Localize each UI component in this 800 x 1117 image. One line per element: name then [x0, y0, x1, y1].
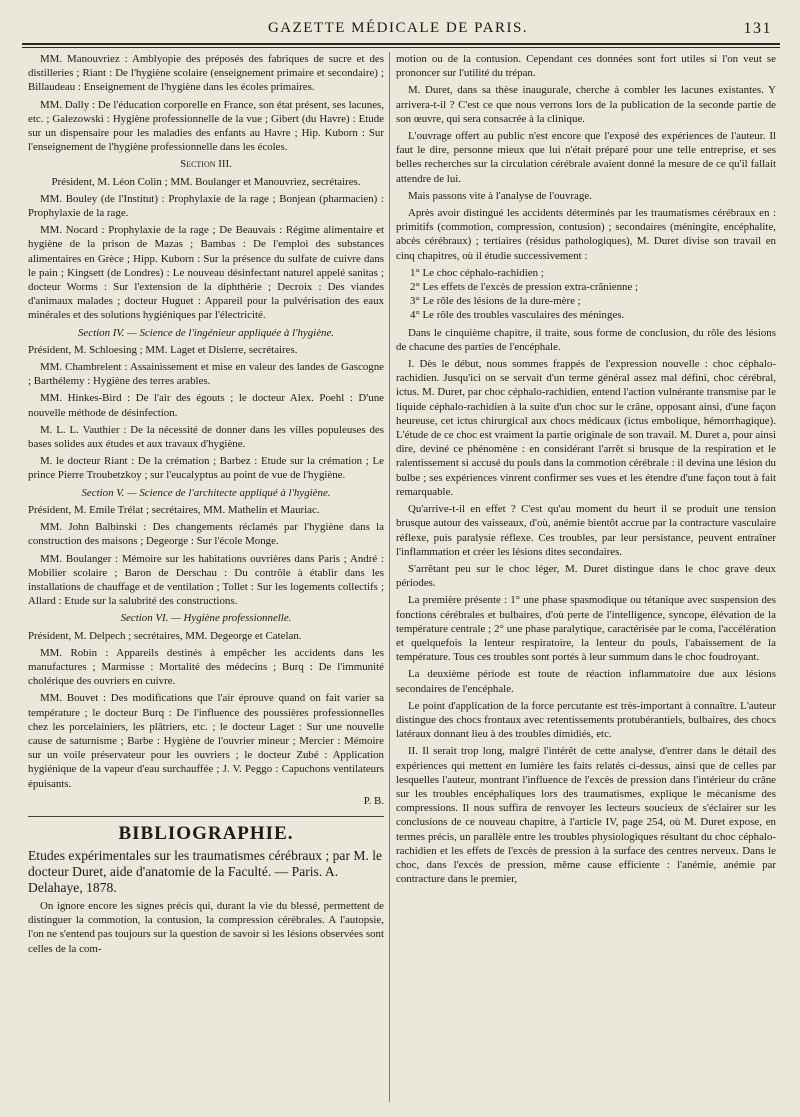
paragraph: MM. Chambrelent : Assainissement et mise en valeur des landes de Gascogne ; Barthélemy : Hygiène des terres arables.	[28, 361, 384, 388]
paragraph: II. Il serait trop long, malgré l'intérêt de cette analyse, d'entrer dans le détail des expériences qui mettent en lumière les faits relatés ci-dessus, ainsi que de celles par lesquelles l'auteur, montrant l'influence de l'excès de pression dans l'intérieur du crâne sur les troubles encéphaliques lors des traumatismes, explique le mécanisme des compressions. Il nous suffira de renvoyer les lecteurs soucieux de s'éclairer sur les conclusions de ce nouveau chapitre, à l'article IV, page 254, où M. Duret expose, en termes précis, un parallèle entre les troubles physiologiques résultant du choc céphalo-rachidien et les effets de l'excès de pression à la surface des centres nerveux. Dans le choc, dans l'excès de pression, même cause efficiente : l'anémie, anémie par contracture dans le premier,	[396, 745, 776, 886]
paragraph: On ignore encore les signes précis qui, durant la vie du blessé, permettent de distinguer la commotion, la contusion, la compression cérébrales. A l'autopsie, l'on ne s'entend pas toujours sur la question de savoir si les lésions observées sont celles de la com-	[28, 899, 384, 955]
column-divider	[389, 52, 390, 1102]
paragraph: MM. Boulanger : Mémoire sur les habitations ouvrières dans Paris ; André : Mobilier scolaire ; Baron de Derschau : Du contrôle à établir dans les installations de chauffage et de ventilation ; Tollet : Sur les logements collectifs ; Allard : Etude sur la salubrité des constructions.	[28, 552, 384, 608]
section-title: Section III.	[180, 158, 232, 171]
paragraph: M. Duret, dans sa thèse inaugurale, cherche à combler les lacunes existantes. Y arrivera-t-il ? C'est ce que nous verrons lors de la publication de la seconde partie de son œuvre, qui sera consacrée à la clinique.	[396, 84, 776, 125]
chapter-list-item: 1° Le choc céphalo-rachidien ;	[410, 266, 544, 279]
section-title: Section VI. — Hygiène professionnelle.	[120, 612, 292, 625]
signature: P. B.	[363, 794, 384, 807]
paragraph: MM. Bouvet : Des modifications que l'air éprouve quand on fait varier sa température ; le docteur Burq : De l'influence des poussières professionnelles chez les porcelainiers, les plâtriers, etc. ; le docteur Laget : Sur une nouvelle cause de saturnisme ; Barbe : Hygiène de l'ouvrier mineur ; Mercier : Mémoire sur un voile préservateur pour les ouvriers ; le docteur Zubé : Application hygiénique de la vapeur d'eau surchauffée ; J. V. Peggo : Capuchons ventilateurs épuisants.	[28, 692, 384, 790]
paragraph: MM. Dally : De l'éducation corporelle en France, son état présent, ses lacunes, etc. ; Galezowski : Hygiène professionnelle de la vue ; Gibert (du Havre) : Etude sur un dispensaire pour les maladies des enfants au Havre ; Hip. Kuborn : Sur l'enseignement de l'hygiène professionnelle dans les écoles.	[28, 98, 384, 154]
bibliography-heading: BIBLIOGRAPHIE.	[118, 822, 294, 844]
paragraph: MM. Manouvriez : Amblyopie des préposés des fabriques de sucre et des distilleries ; Riant : De l'hygiène scolaire (enseignement primaire et secondaire) ; Billaudeau : Enseignement de l'hygiène dans les écoles primaires.	[28, 53, 384, 94]
paragraph: Qu'arrive-t-il en effet ? C'est qu'au moment du heurt il se produit une tension brusque autour des vaisseaux, d'où, anémie bientôt accrue par la contracture vasculaire réflexe, puis paralysie réflexe. Ces troubles, par leur persistance, peuvent entraîner l'inflammation et créer les lésions dites secondaires.	[396, 503, 776, 558]
journal-title: GAZETTE MÉDICALE DE PARIS.	[267, 20, 529, 36]
paragraph: La deuxième période est toute de réaction inflammatoire due aux lésions secondaires de l'encéphale.	[396, 668, 776, 695]
section-title: Section V. — Science de l'architecte appliqué à l'hygiène.	[81, 486, 331, 499]
paragraph: motion ou de la contusion. Cependant ces données sont fort utiles si l'on veut se prononcer sur l'utilité du trépan.	[396, 53, 776, 80]
paragraph: MM. John Balbinski : Des changements réclamés par l'hygiène dans la construction des maisons ; Degeorge : Sur l'école Monge.	[28, 521, 384, 548]
section-separator	[28, 816, 384, 817]
section-officers: Président, M. Delpech ; secrétaires, MM. Degeorge et Catelan.	[28, 629, 302, 642]
paragraph: I. Dès le début, nous sommes frappés de l'expression nouvelle : choc céphalo-rachidien. Jusqu'ici on se servait d'un terme général assez mal défini, choc cérébral, ictus. M. Duret, par choc céphalo-rachidien, entend l'action vulnérante transmise par le liquide céphalo-rachidien à la suite d'un choc sur le crâne, opposant ainsi, d'une façon heureuse, cet ictus chirurgical aux chocs médicaux (ictus embolique, hémorrhagique). L'étude de ce choc est vraiment la partie originale de son travail. M. Duret a, pour ainsi dire, deviné ce phénomène : en considérant l'arrêt si brusque de la respiration et le ralentissement si accusé du pouls dans la commotion cérébrale : il devina une lésion du bulbe ; ses expériences vinrent confirmer ses vues et les étendre d'une façon tout à fait remarquable.	[396, 358, 776, 498]
paragraph: MM. Bouley (de l'Institut) : Prophylaxie de la rage ; Bonjean (pharmacien) : Prophylaxie de la rage.	[28, 192, 384, 220]
paragraph: L'ouvrage offert au public n'est encore que l'exposé des expériences de l'auteur. Il faut le dire, personne mieux que lui n'était préparé pour une telle entreprise, et ses belles recherches sur la circulation cérébrale avaient donné la mesure de ce qu'il fallait attendre de lui.	[396, 130, 776, 185]
chapter-list-item: 2° Les effets de l'excès de pression extra-crânienne ;	[410, 281, 639, 294]
left-column	[28, 52, 384, 1107]
paragraph: MM. Robin : Appareils destinés à empêcher les accidents dans les manufactures ; Marmisse : Mortalité des médecins ; Burq : De l'immunité cholérique des ouvriers en cuivre.	[28, 646, 384, 688]
paragraph: Dans le cinquième chapitre, il traite, sous forme de conclusion, du rôle des lésions de chacune des parties de l'encéphale.	[396, 326, 776, 353]
page-number: 131	[743, 20, 772, 37]
section-officers: Président, M. Emile Trélat ; secrétaires, MM. Mathelin et Mauriac.	[28, 503, 320, 516]
page-header	[24, 20, 772, 40]
header-rule-thick	[22, 43, 780, 45]
header-rule-thin	[22, 47, 780, 48]
right-column	[396, 52, 776, 1107]
paragraph: MM. Hinkes-Bird : De l'air des égouts ; le docteur Alex. Poehl : D'une nouvelle méthode de désinfection.	[28, 392, 384, 419]
paragraph: La première présente : 1° une phase spasmodique ou tétanique avec suspension des fonctions cérébrales et bulbaires, d'où perte de l'intelligence, syncope, élévation de la température centrale ; 2° une phase paralytique, caractérisée par le coma, l'accélération et quelquefois la lenteur respiratoire, la lenteur du pouls, l'abaissement de la température. Tous ces troubles sont portés à leur summum dans le choc foudroyant.	[396, 594, 776, 664]
section-officers: Président, M. Schloesing ; MM. Laget et Dislerre, secrétaires.	[28, 343, 298, 356]
paragraph: M. L. L. Vauthier : De la nécessité de donner dans les villes populeuses des bases solides aux études et aux travaux d'hygiène.	[28, 423, 384, 451]
chapter-list-item: 3° Le rôle des lésions de la dure-mère ;	[410, 295, 581, 308]
paragraph: M. le docteur Riant : De la crémation ; Barbez : Etude sur la crémation ; Le prince Pierre Troubetzkoy ; sur l'eucalyptus au point de vue de l'hygiène.	[28, 455, 384, 482]
paragraph: Le point d'application de la force percutante est très-important à connaître. L'auteur distingue des chocs frontaux avec retentissements protubérantiels, bulbaires, des chocs latéraux donnant lieu à des troubles dimidiés, etc.	[396, 699, 776, 741]
paragraph: Après avoir distingué les accidents déterminés par les traumatismes cérébraux en : primitifs (commotion, compression, contusion) ; secondaires (méningite, encéphalite, abcès cérébraux) ; tertiaires (résidus pathologiques), M. Duret divise son travail en cinq chapitres, où il étudie successivement :	[396, 207, 776, 262]
paragraph: Mais passons vite à l'analyse de l'ouvrage.	[408, 189, 592, 202]
paragraph: S'arrêtant peu sur le choc léger, M. Duret distingue dans le choc grave deux périodes.	[396, 562, 776, 590]
paragraph: MM. Nocard : Prophylaxie de la rage ; De Beauvais : Régime alimentaire et hygiène de la prison de Mazas ; Bambas : De l'emploi des substances alimentaires en Grèce ; Hipp. Kuborn : Sur la présence du sulfate de cuivre dans le pain ; Kingsett (de Londres) : Le nouveau désinfectant naturel appelé sanitas ; docteur Worms : Sur l'extension de la diphthérie ; Decroix : Des viandes d'animaux malades ; docteur Huguet : Appareil pour la pulvérisation des eaux minérales et des solutions hygiéniques par l'électricité.	[28, 224, 384, 322]
section-officers: Président, M. Léon Colin ; MM. Boulanger et Manouvriez, secrétaires.	[51, 175, 361, 188]
chapter-list-item: 4° Le rôle des troubles vasculaires des méninges.	[410, 309, 625, 322]
section-title: Section IV. — Science de l'ingénieur appliquée à l'hygiène.	[77, 326, 335, 339]
book-title: Etudes expérimentales sur les traumatismes cérébraux ; par M. le docteur Duret, aide d'anatomie de la Faculté. — Paris. A. Delahaye, 1878.	[28, 847, 383, 895]
